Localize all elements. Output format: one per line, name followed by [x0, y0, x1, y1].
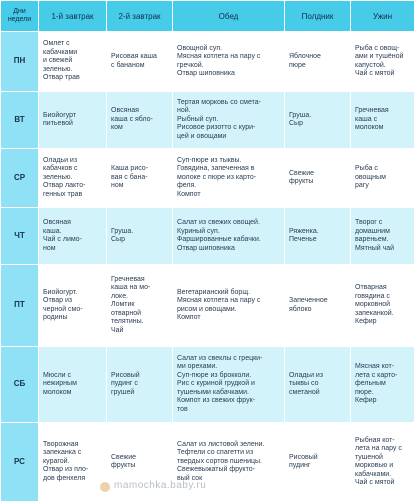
breakfast1-cell: Оладьи из кабачков с зеленью. Отвар лакто- генных трав — [39, 149, 107, 208]
day-label: СБ — [1, 347, 39, 423]
snack-cell: Свежие фрукты — [285, 149, 351, 208]
breakfast1-cell: Омлет с кабачками и свежей зеленью. Отвар трав — [39, 32, 107, 92]
dinner-cell: Рыба с овощ- ами и тушёной капустой. Чай с мятой — [351, 32, 414, 92]
header-row — [1, 1, 414, 32]
breakfast2-cell: Каша рисо- вая с бана- ном — [107, 149, 173, 208]
snack-cell: Рисовый пудинг — [285, 423, 351, 502]
breakfast2-cell: Гречневая каша на мо- локе. Ломтик отварной телятины. Чай — [107, 265, 173, 347]
table-row — [1, 347, 414, 423]
breakfast1-cell: Биойогурт. Отвар из черной смо- родины — [39, 265, 107, 347]
watermark-logo-icon — [100, 482, 110, 492]
snack-cell: Запеченное яблоко — [285, 265, 351, 347]
table-row — [1, 32, 414, 92]
day-label: РС — [1, 423, 39, 502]
lunch-cell: Вегетарианский борщ. Мясная котлета на пару с рисом и овощами. Компот — [173, 265, 285, 347]
day-label: ПТ — [1, 265, 39, 347]
dinner-cell: Рыба с овощным рагу — [351, 149, 414, 208]
header-dinner: Ужин — [351, 1, 414, 32]
breakfast1-cell: Творожная запеканка с курагой. Отвар из пло- дов фенхеля — [39, 423, 107, 502]
header-day: Дни недели — [1, 1, 39, 32]
header-lunch: Обед — [173, 1, 285, 32]
breakfast2-cell: Свежие фрукты — [107, 423, 173, 502]
lunch-cell: Овощной суп. Мясная котлета на пару с гречкой. Отвар шиповника — [173, 32, 285, 92]
snack-cell: Яблочное пюре — [285, 32, 351, 92]
header-breakfast2: 2-й завтрак — [107, 1, 173, 32]
breakfast1-cell: Овсяная каша. Чай с лимо- ном — [39, 208, 107, 265]
header-snack: Полдник — [285, 1, 351, 32]
day-label: ЧТ — [1, 208, 39, 265]
breakfast1-cell: Мюсли с нежирным молоком — [39, 347, 107, 423]
dinner-cell: Мясная кот- лета с карто- фельным пюре. Кефир — [351, 347, 414, 423]
snack-cell: Оладьи из тыквы со сметаной — [285, 347, 351, 423]
lunch-cell: Тертая морковь со смета- ной. Рыбный суп. Рисовое ризотто с кури- цей и овощами — [173, 92, 285, 149]
watermark: mamochka.baby.ru — [114, 480, 206, 491]
snack-cell: Ряженка. Печенье — [285, 208, 351, 265]
breakfast2-cell: Рисовый пудинг с грушей — [107, 347, 173, 423]
table-row — [1, 265, 414, 347]
lunch-cell: Суп-пюре из тыквы. Говядина, запеченная в молоке с пюре из карто- феля. Компот — [173, 149, 285, 208]
breakfast2-cell: Груша. Сыр — [107, 208, 173, 265]
dinner-cell: Отварная говядина с морковной запеканкой. Кефир — [351, 265, 414, 347]
table-row — [1, 423, 414, 502]
lunch-cell: Салат из свежих овощей. Куриный суп. Фаршированные кабачки. Отвар шиповника — [173, 208, 285, 265]
header-breakfast1: 1-й завтрак — [39, 1, 107, 32]
day-label: СР — [1, 149, 39, 208]
breakfast2-cell: Овсяная каша с ябло- ком — [107, 92, 173, 149]
dinner-cell: Гречневая каша с молоком — [351, 92, 414, 149]
table-row — [1, 92, 414, 149]
table-row — [1, 208, 414, 265]
lunch-cell: Салат из листовой зелени. Тефтели со спагетти из твердых сортов пшеницы. Свежевыжатый фрукто- вый сок — [173, 423, 285, 502]
dinner-cell: Творог с домашним вареньем. Мятный чай — [351, 208, 414, 265]
day-label: ПН — [1, 32, 39, 92]
snack-cell: Груша. Сыр — [285, 92, 351, 149]
lunch-cell: Салат из свеклы с грецки- ми орехами. Суп-пюре из брокколи. Рис с куриной грудкой и тушеными кабачками. Компот из свежих фрук- тов — [173, 347, 285, 423]
day-label: ВТ — [1, 92, 39, 149]
table-row — [1, 149, 414, 208]
breakfast2-cell: Рисовая каша с бананом — [107, 32, 173, 92]
dinner-cell: Рыбная кот- лета на пару с тушеной морковью и кабачками. Чай с мятой — [351, 423, 414, 502]
breakfast1-cell: Биойогурт питьевой — [39, 92, 107, 149]
